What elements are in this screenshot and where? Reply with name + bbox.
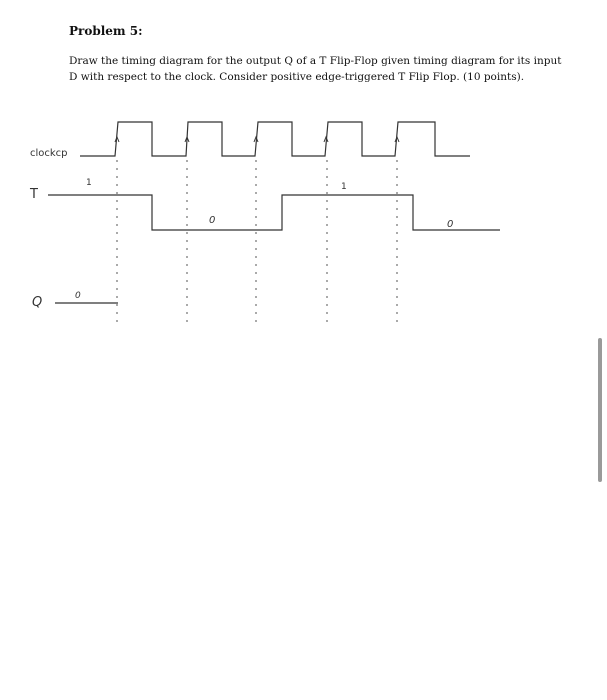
description-line-2: D with respect to the clock. Consider positive edge-triggered T Flip Flop. (10 points).	[69, 71, 525, 83]
edge-guide-lines	[117, 160, 397, 322]
scrollbar[interactable]	[598, 338, 602, 482]
t-waveform	[48, 195, 500, 230]
q-label: Q	[32, 295, 43, 310]
clock-waveform	[80, 122, 470, 156]
t-value-high-2: 1	[341, 182, 347, 192]
q-initial-value: 0	[75, 291, 81, 301]
t-label: T	[30, 187, 38, 202]
t-value-low-1: 0	[209, 215, 216, 226]
problem-title: Problem 5:	[69, 24, 143, 38]
t-value-high-1: 1	[86, 178, 92, 188]
t-value-low-2: 0	[447, 219, 454, 230]
description-line-1: Draw the timing diagram for the output Q of a T Flip-Flop given timing diagram for its input	[69, 55, 562, 67]
clock-label: clockcp	[30, 148, 68, 159]
